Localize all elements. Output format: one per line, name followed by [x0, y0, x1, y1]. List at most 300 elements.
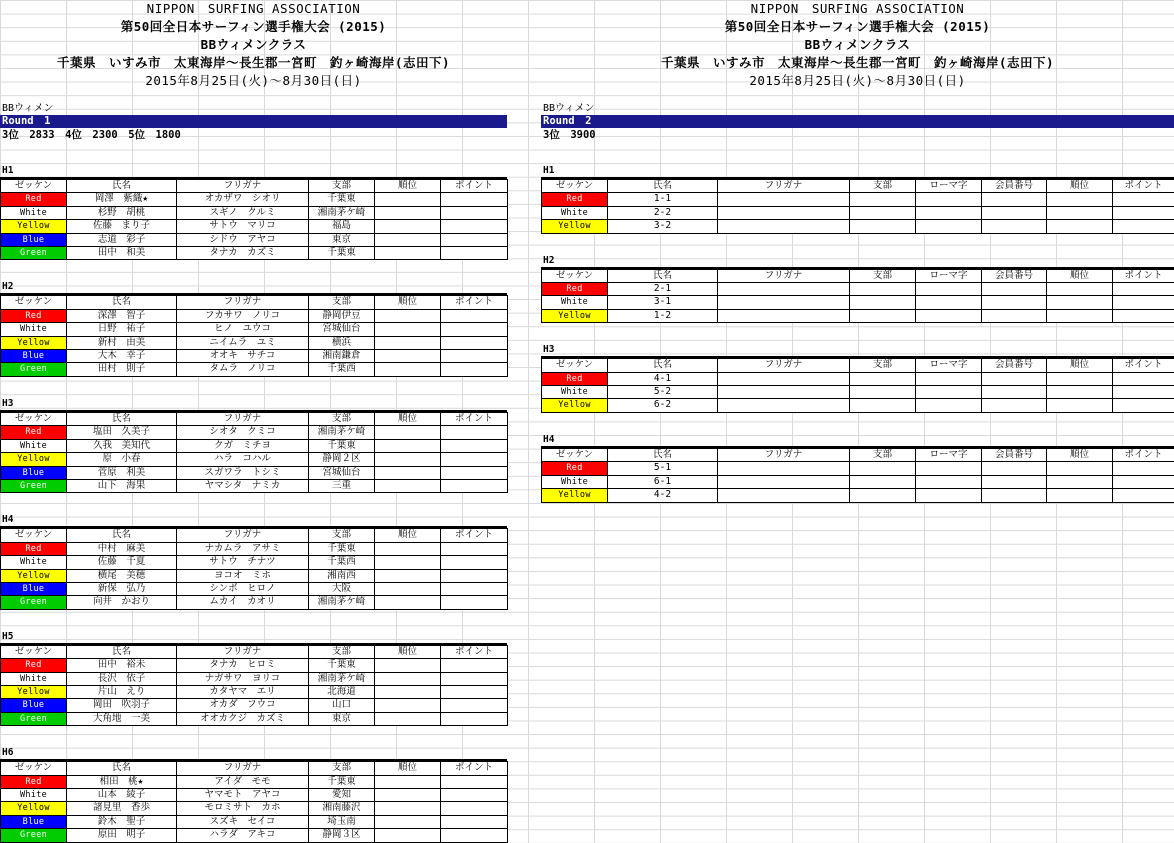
jersey-color-cell[interactable]: Blue — [1, 815, 67, 828]
empty-cell[interactable] — [375, 363, 441, 376]
table-row — [1, 336, 508, 349]
name-cell[interactable]: 新保 弘乃 — [67, 582, 177, 595]
empty-cell[interactable] — [441, 556, 508, 569]
jersey-color-cell[interactable]: Green — [1, 712, 67, 725]
empty-cell[interactable] — [1047, 206, 1113, 219]
jersey-color-cell[interactable]: Blue — [1, 466, 67, 479]
jersey-color-cell[interactable]: Red — [542, 283, 608, 296]
jersey-color-cell[interactable]: Yellow — [1, 569, 67, 582]
table-header-row — [1, 762, 508, 775]
empty-cell[interactable] — [1113, 283, 1174, 296]
empty-cell[interactable] — [850, 206, 916, 219]
empty-cell[interactable] — [718, 193, 850, 206]
jersey-color-cell[interactable]: White — [542, 475, 608, 488]
jersey-color-cell[interactable]: Red — [1, 426, 67, 439]
empty-cell[interactable] — [441, 815, 508, 828]
branch-cell[interactable]: 千葉東 — [309, 542, 375, 555]
jersey-color-cell[interactable]: Blue — [1, 699, 67, 712]
jersey-color-cell[interactable]: Green — [1, 829, 67, 842]
empty-cell[interactable] — [850, 296, 916, 309]
empty-cell[interactable] — [375, 309, 441, 322]
jersey-color-cell[interactable]: White — [1, 672, 67, 685]
empty-cell[interactable] — [375, 802, 441, 815]
name-cell[interactable]: 深澤 智子 — [67, 309, 177, 322]
name-cell[interactable]: 4-1 — [608, 372, 718, 385]
name-cell[interactable]: 佐藤 千夏 — [67, 556, 177, 569]
empty-cell[interactable] — [441, 659, 508, 672]
empty-cell[interactable] — [375, 247, 441, 260]
empty-cell[interactable] — [718, 296, 850, 309]
name-cell[interactable]: 原田 明子 — [67, 829, 177, 842]
empty-cell[interactable] — [718, 489, 850, 502]
name-cell[interactable]: 4-2 — [608, 489, 718, 502]
empty-cell[interactable] — [850, 399, 916, 412]
name-cell[interactable]: 杉野 胡桃 — [67, 206, 177, 219]
column-header: 順位 — [1047, 448, 1113, 461]
empty-cell[interactable] — [375, 479, 441, 492]
empty-cell[interactable] — [441, 569, 508, 582]
name-cell[interactable]: 大角地 一美 — [67, 712, 177, 725]
empty-cell[interactable] — [441, 466, 508, 479]
empty-cell[interactable] — [441, 775, 508, 788]
name-cell[interactable]: 田中 和美 — [67, 247, 177, 260]
name-cell[interactable]: 片山 えり — [67, 685, 177, 698]
empty-cell[interactable] — [850, 309, 916, 322]
jersey-color-cell[interactable]: Green — [1, 596, 67, 609]
empty-cell[interactable] — [375, 569, 441, 582]
jersey-color-cell[interactable]: Blue — [1, 350, 67, 363]
empty-cell[interactable] — [375, 336, 441, 349]
jersey-color-cell[interactable]: Yellow — [1, 336, 67, 349]
empty-cell[interactable] — [1113, 309, 1174, 322]
empty-cell[interactable] — [982, 296, 1047, 309]
branch-cell[interactable]: 福島 — [309, 220, 375, 233]
empty-cell[interactable] — [1113, 206, 1174, 219]
empty-cell[interactable] — [375, 775, 441, 788]
branch-cell[interactable]: 千葉西 — [309, 556, 375, 569]
empty-cell[interactable] — [1047, 462, 1113, 475]
empty-cell[interactable] — [441, 309, 508, 322]
furigana-cell[interactable]: スガワラ トシミ — [177, 466, 309, 479]
jersey-color-cell[interactable]: Yellow — [1, 802, 67, 815]
name-cell[interactable]: 日野 祐子 — [67, 323, 177, 336]
empty-cell[interactable] — [850, 462, 916, 475]
empty-cell[interactable] — [375, 685, 441, 698]
column-header: ゼッケン — [1, 645, 67, 658]
branch-cell[interactable]: 湘南茅ケ崎 — [309, 596, 375, 609]
column-header: ローマ字 — [916, 448, 982, 461]
furigana-cell[interactable]: ナカムラ アサミ — [177, 542, 309, 555]
name-cell[interactable]: 長沢 依子 — [67, 672, 177, 685]
empty-cell[interactable] — [982, 475, 1047, 488]
jersey-color-cell[interactable]: Blue — [1, 233, 67, 246]
empty-cell[interactable] — [375, 453, 441, 466]
empty-cell[interactable] — [718, 206, 850, 219]
empty-cell[interactable] — [1113, 296, 1174, 309]
empty-cell[interactable] — [850, 372, 916, 385]
furigana-cell[interactable]: オカダ フウコ — [177, 699, 309, 712]
empty-cell[interactable] — [982, 309, 1047, 322]
points-info: 3位 3900 — [541, 128, 1174, 143]
jersey-color-cell[interactable]: Yellow — [542, 220, 608, 233]
branch-cell[interactable]: 宮城仙台 — [309, 466, 375, 479]
furigana-cell[interactable]: タナカ ヒロミ — [177, 659, 309, 672]
branch-cell[interactable]: 愛知 — [309, 789, 375, 802]
empty-cell[interactable] — [982, 399, 1047, 412]
empty-cell[interactable] — [1113, 386, 1174, 399]
branch-cell[interactable]: 湘南西 — [309, 569, 375, 582]
empty-cell[interactable] — [982, 386, 1047, 399]
branch-cell[interactable]: 千葉東 — [309, 659, 375, 672]
empty-cell[interactable] — [850, 193, 916, 206]
furigana-cell[interactable]: オカザワ シオリ — [177, 193, 309, 206]
branch-cell[interactable]: 千葉東 — [309, 247, 375, 260]
empty-cell[interactable] — [1113, 399, 1174, 412]
heat-table — [0, 179, 508, 260]
name-cell[interactable]: 中村 麻美 — [67, 542, 177, 555]
furigana-cell[interactable]: タムラ ノリコ — [177, 363, 309, 376]
empty-cell[interactable] — [1113, 462, 1174, 475]
empty-cell[interactable] — [375, 542, 441, 555]
empty-cell[interactable] — [441, 233, 508, 246]
table-row — [542, 462, 1174, 475]
branch-cell[interactable]: 宮城仙台 — [309, 323, 375, 336]
furigana-cell[interactable]: クガ ミチヨ — [177, 439, 309, 452]
name-cell[interactable]: 相田 桃★ — [67, 775, 177, 788]
empty-cell[interactable] — [375, 596, 441, 609]
empty-cell[interactable] — [916, 220, 982, 233]
name-cell[interactable]: 向井 かおり — [67, 596, 177, 609]
furigana-cell[interactable]: オオカクジ カズミ — [177, 712, 309, 725]
empty-cell[interactable] — [441, 479, 508, 492]
empty-cell[interactable] — [916, 399, 982, 412]
jersey-color-cell[interactable]: Green — [1, 479, 67, 492]
column-header: フリガナ — [718, 448, 850, 461]
empty-cell[interactable] — [441, 699, 508, 712]
table-row — [1, 426, 508, 439]
jersey-color-cell[interactable]: Red — [542, 372, 608, 385]
empty-cell[interactable] — [982, 489, 1047, 502]
name-cell[interactable]: 2-1 — [608, 283, 718, 296]
empty-cell[interactable] — [375, 659, 441, 672]
branch-cell[interactable]: 北海道 — [309, 685, 375, 698]
jersey-color-cell[interactable]: White — [542, 296, 608, 309]
column-header: 支部 — [309, 180, 375, 193]
empty-cell[interactable] — [1047, 489, 1113, 502]
empty-cell[interactable] — [1047, 372, 1113, 385]
empty-cell[interactable] — [375, 193, 441, 206]
jersey-color-cell[interactable]: Yellow — [1, 453, 67, 466]
empty-cell[interactable] — [441, 363, 508, 376]
jersey-color-cell[interactable]: Yellow — [542, 399, 608, 412]
empty-cell[interactable] — [375, 323, 441, 336]
branch-cell[interactable]: 横浜 — [309, 336, 375, 349]
jersey-color-cell[interactable]: Red — [542, 462, 608, 475]
empty-cell[interactable] — [916, 386, 982, 399]
sheet-round-2 — [541, 0, 1174, 503]
empty-cell[interactable] — [982, 283, 1047, 296]
jersey-color-cell[interactable]: White — [1, 556, 67, 569]
empty-cell[interactable] — [718, 462, 850, 475]
jersey-color-cell[interactable]: White — [542, 386, 608, 399]
furigana-cell[interactable]: モロミサト カホ — [177, 802, 309, 815]
name-cell[interactable]: 3-1 — [608, 296, 718, 309]
empty-cell[interactable] — [718, 283, 850, 296]
empty-cell[interactable] — [441, 193, 508, 206]
empty-cell[interactable] — [1047, 475, 1113, 488]
empty-cell[interactable] — [916, 489, 982, 502]
table-row — [1, 466, 508, 479]
empty-cell[interactable] — [850, 283, 916, 296]
furigana-cell[interactable]: ムカイ カオリ — [177, 596, 309, 609]
empty-cell[interactable] — [718, 309, 850, 322]
empty-cell[interactable] — [718, 475, 850, 488]
empty-cell[interactable] — [375, 582, 441, 595]
empty-cell[interactable] — [916, 283, 982, 296]
empty-cell[interactable] — [916, 206, 982, 219]
empty-cell[interactable] — [441, 453, 508, 466]
name-cell[interactable]: 5-1 — [608, 462, 718, 475]
furigana-cell[interactable]: ニイムラ ユミ — [177, 336, 309, 349]
empty-cell[interactable] — [916, 193, 982, 206]
column-header: ゼッケン — [542, 180, 608, 193]
empty-cell[interactable] — [375, 206, 441, 219]
column-header: ゼッケン — [1, 762, 67, 775]
empty-cell[interactable] — [375, 350, 441, 363]
furigana-cell[interactable]: ヤマシタ ナミカ — [177, 479, 309, 492]
empty-cell[interactable] — [1047, 220, 1113, 233]
branch-cell[interactable]: 東京 — [309, 233, 375, 246]
empty-cell[interactable] — [441, 247, 508, 260]
empty-cell[interactable] — [1113, 372, 1174, 385]
empty-cell[interactable] — [916, 475, 982, 488]
name-cell[interactable]: 新村 由美 — [67, 336, 177, 349]
empty-cell[interactable] — [982, 462, 1047, 475]
table-row — [1, 323, 508, 336]
empty-cell[interactable] — [1047, 193, 1113, 206]
branch-cell[interactable]: 湘南藤沢 — [309, 802, 375, 815]
empty-cell[interactable] — [916, 296, 982, 309]
branch-cell[interactable]: 千葉東 — [309, 193, 375, 206]
empty-cell[interactable] — [916, 309, 982, 322]
empty-cell[interactable] — [1113, 220, 1174, 233]
empty-cell[interactable] — [441, 206, 508, 219]
jersey-color-cell[interactable]: Yellow — [542, 489, 608, 502]
table-row — [1, 193, 508, 206]
branch-cell[interactable]: 湘南茅ケ崎 — [309, 206, 375, 219]
empty-cell[interactable] — [441, 426, 508, 439]
furigana-cell[interactable]: スギノ クルミ — [177, 206, 309, 219]
name-cell[interactable]: 原 小春 — [67, 453, 177, 466]
empty-cell[interactable] — [441, 712, 508, 725]
empty-cell[interactable] — [718, 386, 850, 399]
empty-cell[interactable] — [441, 542, 508, 555]
jersey-color-cell[interactable]: Red — [1, 309, 67, 322]
name-cell[interactable]: 岡澤 紫織★ — [67, 193, 177, 206]
branch-cell[interactable]: 静岡２区 — [309, 453, 375, 466]
column-header: ゼッケン — [1, 296, 67, 309]
heat-title: H3 — [0, 398, 507, 412]
jersey-color-cell[interactable]: Green — [1, 363, 67, 376]
furigana-cell[interactable]: ハラ コハル — [177, 453, 309, 466]
empty-cell[interactable] — [375, 556, 441, 569]
empty-cell[interactable] — [1113, 193, 1174, 206]
empty-cell[interactable] — [375, 426, 441, 439]
furigana-cell[interactable]: タナカ カズミ — [177, 247, 309, 260]
name-cell[interactable]: 6-1 — [608, 475, 718, 488]
branch-cell[interactable]: 静岡３区 — [309, 829, 375, 842]
empty-cell[interactable] — [441, 439, 508, 452]
furigana-cell[interactable]: ヤマモト アヤコ — [177, 789, 309, 802]
furigana-cell[interactable]: サトウ マリコ — [177, 220, 309, 233]
jersey-color-cell[interactable]: Yellow — [1, 220, 67, 233]
branch-cell[interactable]: 湘南茅ケ崎 — [309, 426, 375, 439]
jersey-color-cell[interactable]: Red — [1, 659, 67, 672]
branch-cell[interactable]: 静岡伊豆 — [309, 309, 375, 322]
empty-cell[interactable] — [1047, 399, 1113, 412]
name-cell[interactable]: 横尾 美穂 — [67, 569, 177, 582]
empty-cell[interactable] — [850, 475, 916, 488]
name-cell[interactable]: 5-2 — [608, 386, 718, 399]
jersey-color-cell[interactable]: Blue — [1, 582, 67, 595]
jersey-color-cell[interactable]: White — [1, 789, 67, 802]
name-cell[interactable]: 志道 彩子 — [67, 233, 177, 246]
empty-cell[interactable] — [718, 220, 850, 233]
furigana-cell[interactable]: フカサワ ノリコ — [177, 309, 309, 322]
empty-cell[interactable] — [375, 712, 441, 725]
branch-cell[interactable]: 千葉西 — [309, 363, 375, 376]
empty-cell[interactable] — [850, 220, 916, 233]
name-cell[interactable]: 山本 綾子 — [67, 789, 177, 802]
empty-cell[interactable] — [916, 462, 982, 475]
name-cell[interactable]: 田中 裕未 — [67, 659, 177, 672]
empty-cell[interactable] — [982, 220, 1047, 233]
name-cell[interactable]: 諸見里 香歩 — [67, 802, 177, 815]
empty-cell[interactable] — [982, 193, 1047, 206]
jersey-color-cell[interactable]: Red — [542, 193, 608, 206]
empty-cell[interactable] — [1047, 283, 1113, 296]
empty-cell[interactable] — [375, 220, 441, 233]
branch-cell[interactable]: 埼玉南 — [309, 815, 375, 828]
name-cell[interactable]: 鈴木 聖子 — [67, 815, 177, 828]
empty-cell[interactable] — [1047, 309, 1113, 322]
empty-cell[interactable] — [1047, 296, 1113, 309]
name-cell[interactable]: 山下 海果 — [67, 479, 177, 492]
empty-cell[interactable] — [441, 596, 508, 609]
furigana-cell[interactable]: サトウ チナツ — [177, 556, 309, 569]
empty-cell[interactable] — [375, 439, 441, 452]
branch-cell[interactable]: 千葉東 — [309, 439, 375, 452]
table-row — [1, 789, 508, 802]
branch-cell[interactable]: 千葉東 — [309, 775, 375, 788]
empty-cell[interactable] — [441, 789, 508, 802]
empty-cell[interactable] — [441, 582, 508, 595]
empty-cell[interactable] — [375, 672, 441, 685]
jersey-color-cell[interactable]: Red — [1, 775, 67, 788]
empty-cell[interactable] — [441, 220, 508, 233]
branch-cell[interactable]: 三重 — [309, 479, 375, 492]
empty-cell[interactable] — [916, 372, 982, 385]
branch-cell[interactable]: 湘南茅ケ崎 — [309, 672, 375, 685]
furigana-cell[interactable]: カタヤマ エリ — [177, 685, 309, 698]
furigana-cell[interactable]: シドウ アヤコ — [177, 233, 309, 246]
empty-cell[interactable] — [441, 685, 508, 698]
empty-cell[interactable] — [718, 399, 850, 412]
furigana-cell[interactable]: アイダ モモ — [177, 775, 309, 788]
furigana-cell[interactable]: ヒノ ユウコ — [177, 323, 309, 336]
jersey-color-cell[interactable]: White — [542, 206, 608, 219]
jersey-color-cell[interactable]: Yellow — [542, 309, 608, 322]
furigana-cell[interactable]: シンボ ヒロノ — [177, 582, 309, 595]
empty-cell[interactable] — [375, 466, 441, 479]
jersey-color-cell[interactable]: Red — [1, 542, 67, 555]
empty-cell[interactable] — [375, 815, 441, 828]
branch-cell[interactable]: 山口 — [309, 699, 375, 712]
empty-cell[interactable] — [375, 699, 441, 712]
jersey-color-cell[interactable]: Red — [1, 193, 67, 206]
empty-cell[interactable] — [1113, 475, 1174, 488]
name-cell[interactable]: 岡田 吹羽子 — [67, 699, 177, 712]
name-cell[interactable]: 久我 美知代 — [67, 439, 177, 452]
name-cell[interactable]: 6-2 — [608, 399, 718, 412]
furigana-cell[interactable]: ヨコオ ミホ — [177, 569, 309, 582]
jersey-color-cell[interactable]: White — [1, 206, 67, 219]
name-cell[interactable]: 塩田 久美子 — [67, 426, 177, 439]
empty-cell[interactable] — [1113, 489, 1174, 502]
empty-cell[interactable] — [441, 829, 508, 842]
empty-cell[interactable] — [375, 789, 441, 802]
furigana-cell[interactable]: ナガサワ ヨリコ — [177, 672, 309, 685]
empty-cell[interactable] — [441, 323, 508, 336]
empty-cell[interactable] — [375, 233, 441, 246]
jersey-color-cell[interactable]: Yellow — [1, 685, 67, 698]
column-header: 氏名 — [67, 762, 177, 775]
name-cell[interactable]: 2-2 — [608, 206, 718, 219]
empty-cell[interactable] — [1047, 386, 1113, 399]
empty-cell[interactable] — [375, 829, 441, 842]
table-header-row — [542, 359, 1174, 372]
furigana-cell[interactable]: スズキ セイコ — [177, 815, 309, 828]
empty-cell[interactable] — [718, 372, 850, 385]
jersey-color-cell[interactable]: Green — [1, 247, 67, 260]
branch-cell[interactable]: 東京 — [309, 712, 375, 725]
name-cell[interactable]: 3-2 — [608, 220, 718, 233]
name-cell[interactable]: 田村 則子 — [67, 363, 177, 376]
name-cell[interactable]: 1-2 — [608, 309, 718, 322]
empty-cell[interactable] — [982, 372, 1047, 385]
empty-cell[interactable] — [441, 672, 508, 685]
empty-cell[interactable] — [982, 206, 1047, 219]
empty-cell[interactable] — [441, 350, 508, 363]
name-cell[interactable]: 菅原 利美 — [67, 466, 177, 479]
name-cell[interactable]: 佐藤 まり子 — [67, 220, 177, 233]
empty-cell[interactable] — [441, 336, 508, 349]
name-cell[interactable]: 1-1 — [608, 193, 718, 206]
jersey-color-cell[interactable]: White — [1, 323, 67, 336]
empty-cell[interactable] — [441, 802, 508, 815]
branch-cell[interactable]: 大阪 — [309, 582, 375, 595]
empty-cell[interactable] — [850, 386, 916, 399]
heat-block — [541, 434, 1174, 503]
furigana-cell[interactable]: ハラダ アキコ — [177, 829, 309, 842]
jersey-color-cell[interactable]: White — [1, 439, 67, 452]
name-cell[interactable]: 大木 幸子 — [67, 350, 177, 363]
furigana-cell[interactable]: オオキ サチコ — [177, 350, 309, 363]
branch-cell[interactable]: 湘南鎌倉 — [309, 350, 375, 363]
empty-cell[interactable] — [850, 489, 916, 502]
furigana-cell[interactable]: シオタ クミコ — [177, 426, 309, 439]
column-header: 支部 — [850, 180, 916, 193]
